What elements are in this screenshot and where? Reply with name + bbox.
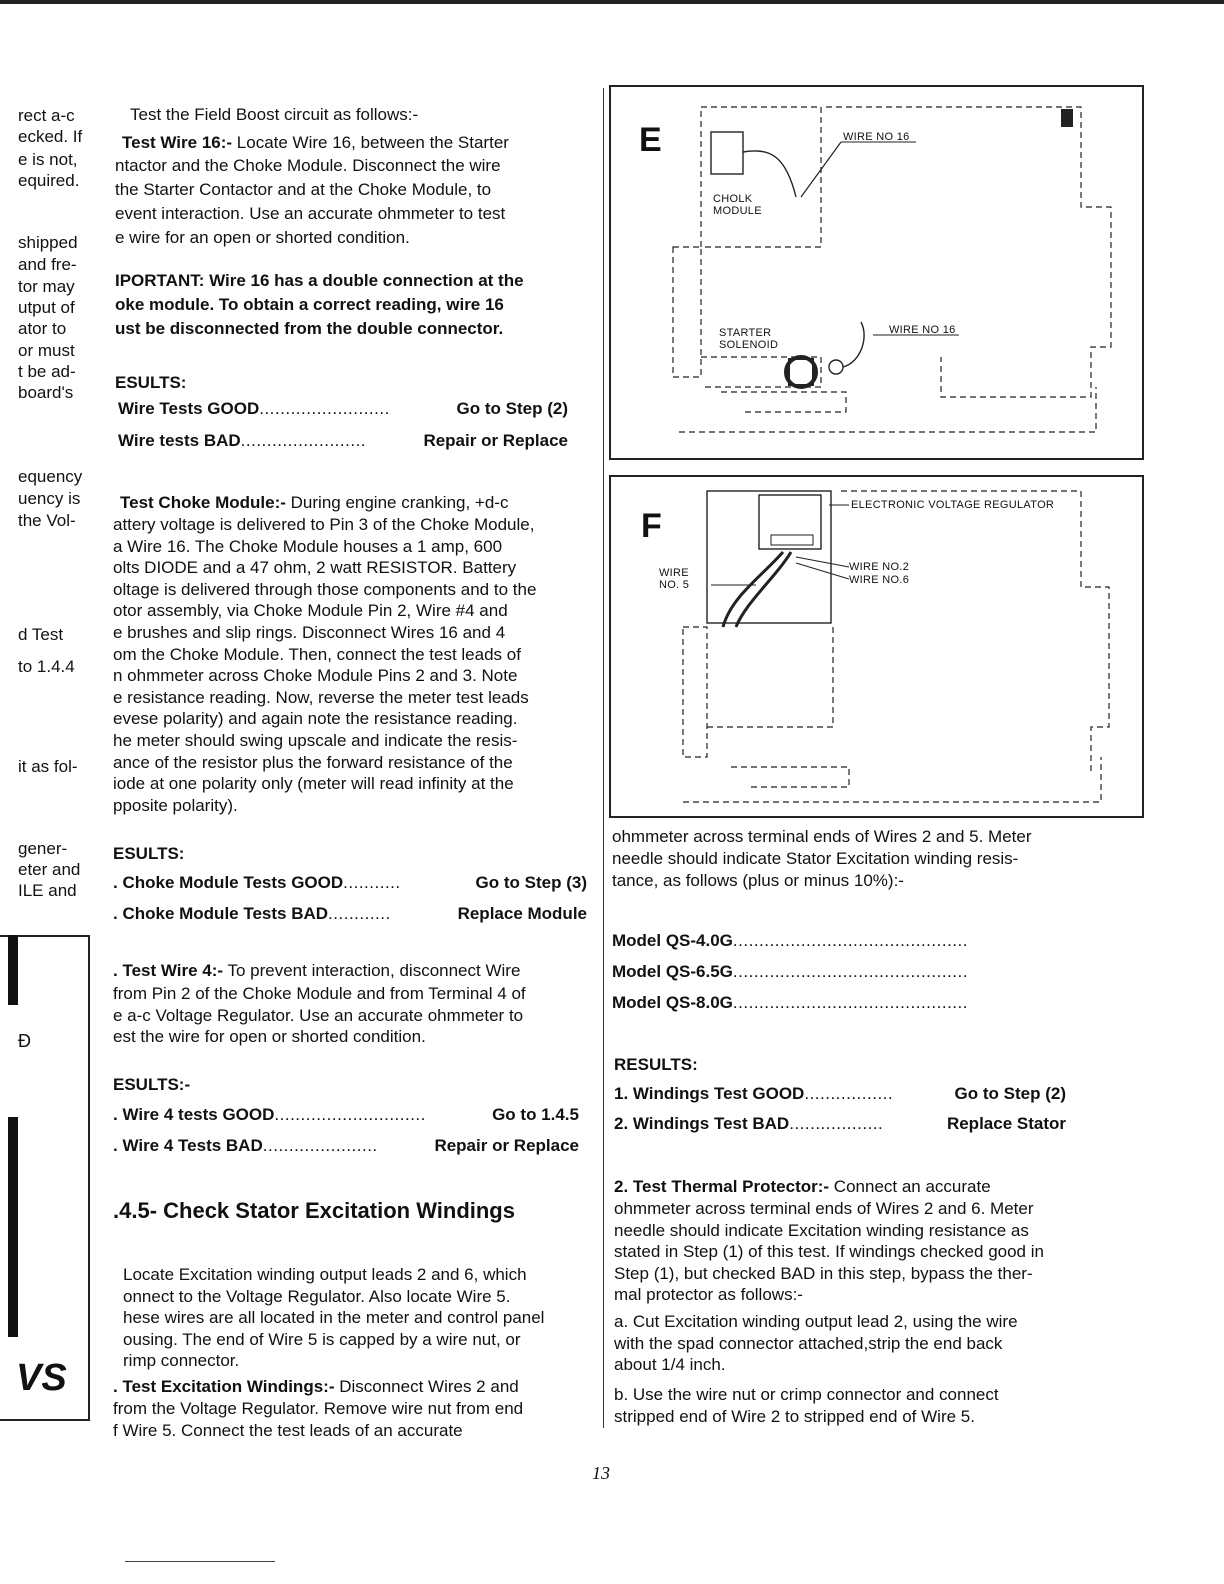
choke-line: iode at one polarity only (meter will read infinity at the <box>113 774 514 794</box>
thermal-line: needle should indicate Excitation winding resistance as <box>614 1220 1029 1240</box>
col2-results-heading: RESULTS: <box>614 1055 698 1074</box>
test-wire16-line-1 <box>122 132 509 154</box>
result-dots: ........................ <box>240 431 367 450</box>
cont-line: tance, as follows (plus or minus 10%):- <box>612 871 904 890</box>
voltage-regulator-icon <box>759 495 821 549</box>
result-row <box>113 1135 579 1157</box>
regulator-panel-box <box>707 491 831 623</box>
e-chock-label: CHOLK <box>713 193 753 205</box>
result-label: . Wire 4 Tests BAD <box>113 1136 263 1155</box>
result-label: . Choke Module Tests BAD <box>113 904 329 923</box>
results2-heading: ESULTS: <box>113 844 185 863</box>
result-action: Go to Step (3) <box>475 873 587 892</box>
important-line: IPORTANT: Wire 16 has a double connection at the <box>115 271 524 290</box>
wire16-line: event interaction. Use an accurate ohmmeter to test <box>115 204 506 223</box>
margin-fragment: t be ad- <box>18 362 76 381</box>
f-panel-outline-right <box>841 491 1109 772</box>
result-action: Repair or Replace <box>434 1136 579 1155</box>
test-choke-lead: Test Choke Module:- <box>120 493 286 512</box>
result-dots: ............................................. <box>732 931 968 950</box>
test-exc-line-1 <box>113 1376 519 1398</box>
result-dots: ................. <box>804 1084 894 1103</box>
step-a-line: about 1/4 inch. <box>614 1355 726 1374</box>
choke-line: oltage is delivered through those components and to the <box>113 579 537 599</box>
f-wire-no6-label: WIRE NO.6 <box>849 574 910 586</box>
wire16-lower <box>843 322 864 367</box>
results3-heading: ESULTS:- <box>113 1075 191 1094</box>
choke-module-box <box>711 132 743 174</box>
f-panel-outline-left <box>683 627 707 757</box>
step-a-line: a. Cut Excitation winding output lead 2, using the wire <box>614 1312 1018 1331</box>
column-divider <box>603 88 604 1428</box>
e-wire16-top-label: WIRE NO 16 <box>843 131 910 143</box>
margin-fragment: board's <box>18 383 74 402</box>
result-row <box>113 1104 579 1126</box>
wire16-line: the Starter Contactor and at the Choke Module, to <box>115 180 492 199</box>
result-label: Model QS-4.0G <box>612 931 733 950</box>
locate-line: rimp connector. <box>123 1351 240 1370</box>
result-row <box>113 872 587 894</box>
result-dots: ......................... <box>259 399 390 418</box>
result-row <box>118 398 568 420</box>
choke-line: ance of the resistor plus the forward resistance of the <box>113 752 513 772</box>
diagram-e-label: E <box>639 121 662 159</box>
margin-fragment: it as fol- <box>18 757 78 776</box>
result-row <box>612 930 1102 952</box>
important-line: oke module. To obtain a correct reading, wire 16 <box>115 295 504 314</box>
margin-fragment: rect a-c <box>18 106 75 125</box>
margin-fragment: equired. <box>18 171 80 190</box>
margin-fragment: and fre- <box>18 255 77 274</box>
result-dots: ...................... <box>262 1136 378 1155</box>
margin-glyph: Ð <box>18 1031 31 1051</box>
margin-fragment: ILE and <box>18 881 77 900</box>
margin-fragment: gener- <box>18 839 68 858</box>
section-heading-1-4-5: .4.5- Check Stator Excitation Windings <box>113 1198 515 1223</box>
wire16-line: ntactor and the Choke Module. Disconnect the wire <box>115 156 501 175</box>
result-row <box>614 1083 1066 1105</box>
result-row <box>612 992 1102 1014</box>
cont-line: needle should indicate Stator Excitation winding resis- <box>612 849 1019 868</box>
f-panel-outline-bottom <box>683 757 1101 802</box>
page-number: 13 <box>592 1463 610 1483</box>
choke-line: pposite polarity). <box>113 795 238 815</box>
wire-bundle <box>723 552 783 627</box>
margin-fragment: uency is <box>18 489 81 508</box>
margin-mark-top <box>8 935 18 1005</box>
exc-line: from the Voltage Regulator. Remove wire nut from end <box>113 1399 524 1418</box>
choke-line: attery voltage is delivered to Pin 3 of the Choke Module, <box>113 515 535 534</box>
wire16-line: e wire for an open or shorted condition. <box>115 228 410 247</box>
f-wire-label: WIRE <box>659 567 689 579</box>
result-label: 2. Windings Test BAD <box>614 1114 790 1133</box>
result-label: . Wire 4 tests GOOD <box>113 1105 275 1124</box>
thermal-line: stated in Step (1) of this test. If windings checked good in <box>614 1242 1044 1261</box>
result-action: Go to Step (2) <box>456 399 568 418</box>
locate-line: hese wires are all located in the meter and control panel <box>123 1308 545 1327</box>
result-label: Wire tests BAD <box>118 431 241 450</box>
test-choke-text: During engine cranking, +d-c <box>285 493 509 512</box>
diagram-e <box>609 85 1144 460</box>
e-wire16-bottom-label: WIRE NO 16 <box>889 324 956 336</box>
margin-fragment: e is not, <box>18 150 78 169</box>
choke-line: n ohmmeter across Choke Module Pins 2 and 3. Note <box>113 666 518 686</box>
choke-line: otor assembly, via Choke Module Pin 2, Wire #4 and <box>113 601 508 621</box>
solenoid-terminal <box>829 360 843 374</box>
margin-fragment: equency <box>18 467 83 486</box>
test-wire4-lead: . Test Wire 4:- <box>113 961 224 980</box>
result-dots: ........... <box>343 873 401 892</box>
panel-outline-bottom <box>679 387 1096 432</box>
margin-fragment: tor may <box>18 277 75 296</box>
result-row <box>113 903 587 925</box>
margin-fragment: the Vol- <box>18 511 76 530</box>
test-wire16-lead: Test Wire 16:- <box>122 133 233 152</box>
thermal-lead: 2. Test Thermal Protector:- <box>614 1177 830 1196</box>
exc-line: f Wire 5. Connect the test leads of an accurate <box>113 1420 463 1440</box>
result-row <box>614 1113 1066 1135</box>
result-action: Go to 1.4.5 <box>492 1105 579 1124</box>
result-label: 1. Windings Test GOOD <box>614 1084 805 1103</box>
choke-line: he meter should swing upscale and indicate the resis- <box>113 731 518 750</box>
test-wire16-text: Locate Wire 16, between the Starter <box>232 133 509 152</box>
diagram-f-label: F <box>641 507 662 545</box>
choke-enclosure-outline <box>701 107 821 247</box>
margin-vs-label: VS <box>16 1357 67 1399</box>
cont-line: ohmmeter across terminal ends of Wires 2 and 5. Meter <box>612 827 1032 846</box>
field-boost-intro: Test the Field Boost circuit as follows:- <box>130 105 419 124</box>
test-exc-lead: . Test Excitation Windings:- <box>113 1377 335 1396</box>
result-row <box>118 430 568 452</box>
wire4-line: est the wire for open or shorted condition. <box>113 1027 426 1046</box>
margin-fragment: shipped <box>18 233 78 252</box>
margin-fragment: utput of <box>18 298 75 317</box>
diagram-f-drawing <box>611 477 1142 816</box>
test-wire4-line-1 <box>113 960 520 982</box>
top-edge-line <box>0 0 1224 4</box>
e-starter-label: STARTER <box>719 327 772 339</box>
result-dots: ............................. <box>274 1105 426 1124</box>
wire4-line: from Pin 2 of the Choke Module and from Terminal 4 of <box>113 984 526 1003</box>
choke-line: a Wire 16. The Choke Module houses a 1 amp, 600 <box>113 536 503 556</box>
test-choke-line-1 <box>120 492 508 514</box>
diagram-f <box>609 475 1144 818</box>
thermal-line: mal protector as follows:- <box>614 1285 803 1304</box>
f-evr-label: ELECTRONIC VOLTAGE REGULATOR <box>851 499 1055 511</box>
result-action: Repair or Replace <box>423 431 568 450</box>
result-label: . Choke Module Tests GOOD <box>113 873 344 892</box>
wire4-line: e a-c Voltage Regulator. Use an accurate ohmmeter to <box>113 1005 524 1025</box>
result-dots: ............................................. <box>732 962 968 981</box>
thermal-line: ohmmeter across terminal ends of Wires 2 and 6. Meter <box>614 1199 1034 1218</box>
margin-fragment: to 1.4.4 <box>18 657 75 676</box>
result-label: Model QS-8.0G <box>612 993 733 1012</box>
result-action: Go to Step (2) <box>954 1084 1066 1103</box>
margin-fragment: ator to <box>18 319 67 338</box>
result-action: Replace Module <box>457 904 587 923</box>
margin-fragment: d Test <box>18 625 64 644</box>
thermal-line: Step (1), but checked BAD in this step, bypass the ther- <box>614 1263 1033 1283</box>
choke-line: olts DIODE and a 47 ohm, 2 watt RESISTOR. Battery <box>113 558 517 578</box>
result-action: Replace Stator <box>946 1114 1066 1133</box>
results1-heading: ESULTS: <box>115 373 187 392</box>
result-dots: ............................................. <box>732 993 968 1012</box>
choke-line: e resistance reading. Now, reverse the meter test leads <box>113 687 529 707</box>
bottom-rule <box>125 1561 275 1562</box>
step-a-line: with the spad connector attached,strip the end back <box>614 1333 1003 1353</box>
result-row <box>612 961 1102 983</box>
e-solenoid-label: SOLENOID <box>719 339 779 351</box>
choke-line: e brushes and slip rings. Disconnect Wires 16 and 4 <box>113 623 506 642</box>
result-dots: .................. <box>789 1114 884 1133</box>
result-dots: ............ <box>328 904 391 923</box>
panel-outline-right <box>826 107 1111 397</box>
choke-line: om the Choke Module. Then, connect the test leads of <box>113 644 521 664</box>
margin-figure-box <box>0 935 90 1421</box>
locate-line: Locate Excitation winding output leads 2 and 6, which <box>123 1265 527 1284</box>
step-b-line: stripped end of Wire 2 to stripped end of Wire 5. <box>614 1406 975 1426</box>
panel-outline-left <box>673 247 701 377</box>
margin-mark-bar <box>8 1117 18 1337</box>
e-module-label: MODULE <box>713 205 762 217</box>
result-label: Wire Tests GOOD <box>118 399 260 418</box>
f-no5-label: NO. 5 <box>659 579 690 591</box>
choke-wire <box>743 151 796 197</box>
locate-line: ousing. The end of Wire 5 is capped by a wire nut, or <box>123 1329 521 1349</box>
margin-fragment: ecked. If <box>18 127 83 146</box>
f-wire-no2-label: WIRE NO.2 <box>849 561 910 573</box>
margin-fragment: eter and <box>18 860 81 879</box>
test-wire4-text: To prevent interaction, disconnect Wire <box>223 961 521 980</box>
step-b-line: b. Use the wire nut or crimp connector and connect <box>614 1385 999 1404</box>
choke-line: evese polarity) and again note the resistance reading. <box>113 709 518 729</box>
margin-fragment: or must <box>18 341 75 360</box>
thermal-text: Connect an accurate <box>829 1177 991 1196</box>
test-exc-text: Disconnect Wires 2 and <box>334 1377 519 1396</box>
corner-mark <box>1061 109 1073 127</box>
thermal-line-1 <box>614 1176 991 1198</box>
starter-solenoid-icon <box>786 357 816 387</box>
locate-line: onnect to the Voltage Regulator. Also locate Wire 5. <box>123 1286 511 1306</box>
result-label: Model QS-6.5G <box>612 962 733 981</box>
important-line: ust be disconnected from the double connector. <box>115 319 504 338</box>
